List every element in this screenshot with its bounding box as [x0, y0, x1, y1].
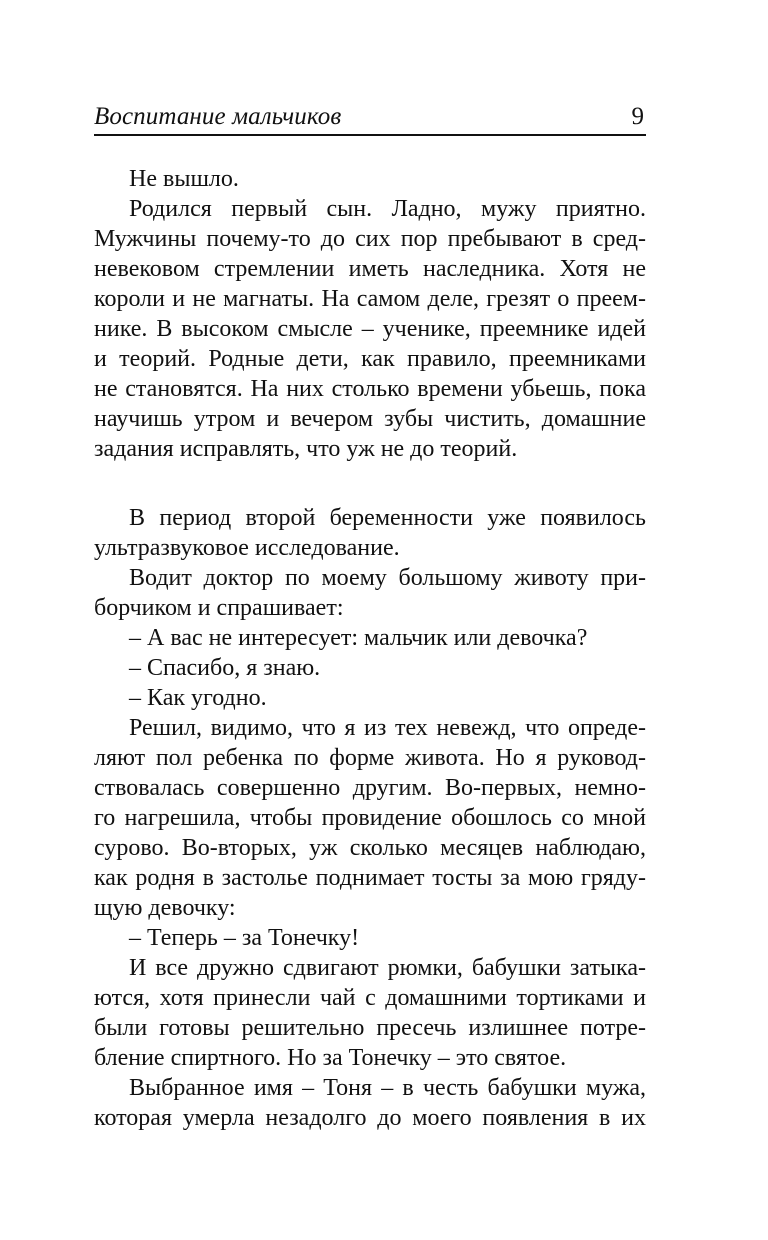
text-line: как родня в застолье поднимает тосты за мою гряду-	[94, 865, 646, 891]
text-line: ствовалась совершенно другим. Во-первых, немно-	[94, 775, 646, 801]
text-line: Водит доктор по моему большому животу при-	[129, 565, 646, 591]
text-line: и теорий. Родные дети, как правило, преемниками	[94, 346, 646, 372]
running-title: Воспитание мальчиков	[94, 103, 342, 130]
text-line: ультразвуковое исследование.	[94, 535, 400, 561]
text-line: И все дружно сдвигают рюмки, бабушки затыка-	[129, 955, 646, 981]
text-line: щую девочку:	[94, 895, 236, 921]
text-line: – Спасибо, я знаю.	[129, 655, 321, 681]
text-line: – Как угодно.	[129, 685, 267, 711]
running-header	[94, 100, 646, 136]
text-line: Родился первый сын. Ладно, мужу приятно.	[129, 196, 646, 222]
text-line: Выбранное имя – Тоня – в честь бабушки мужа,	[129, 1075, 646, 1101]
text-line: короли и не магнаты. На самом деле, грезят о преем-	[94, 286, 646, 312]
text-line: не становятся. На них столько времени убьешь, пока	[94, 376, 646, 402]
body-text	[94, 164, 646, 1133]
text-line: были готовы решительно пресечь излишнее потре-	[94, 1015, 646, 1041]
text-line: нике. В высоком смысле – ученике, преемнике идей	[94, 316, 646, 342]
text-line: ляют пол ребенка по форме живота. Но я руковод-	[94, 745, 646, 771]
text-line: Не вышло.	[129, 166, 239, 192]
text-line: ются, хотя принесли чай с домашними тортиками и	[94, 985, 646, 1011]
text-line: Мужчины почему-то до сих пор пребывают в сред-	[94, 226, 646, 252]
text-line: задания исправлять, что уж не до теорий.	[94, 436, 518, 462]
text-line: го нагрешила, чтобы провидение обошлось со мной	[94, 805, 646, 831]
text-line: которая умерла незадолго до моего появления в их	[94, 1105, 646, 1131]
text-line: В период второй беременности уже появилось	[129, 505, 646, 531]
text-line: борчиком и спрашивает:	[94, 595, 344, 621]
text-line: научишь утром и вечером зубы чистить, домашние	[94, 406, 646, 432]
text-line: невековом стремлении иметь наследника. Хотя не	[94, 256, 646, 282]
page-number: 9	[631, 103, 644, 130]
text-line: Решил, видимо, что я из тех невежд, что опреде-	[129, 715, 646, 741]
text-line: бление спиртного. Но за Тонечку – это святое.	[94, 1045, 567, 1071]
text-line: – Теперь – за Тонечку!	[129, 925, 360, 951]
text-line: – А вас не интересует: мальчик или девочка?	[129, 625, 588, 651]
text-line: сурово. Во-вторых, уж сколько месяцев наблюдаю,	[94, 835, 646, 861]
